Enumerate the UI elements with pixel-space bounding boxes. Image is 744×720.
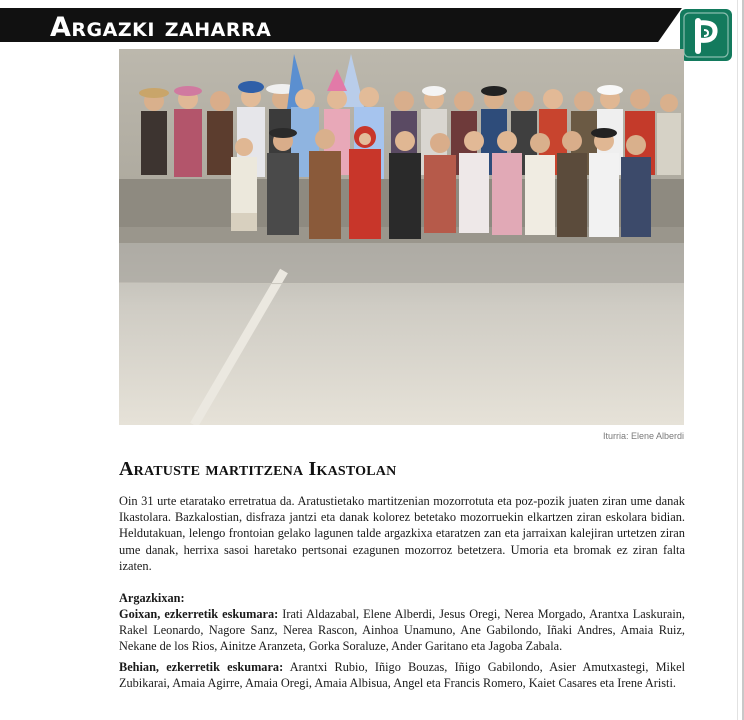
caption-top-names: Irati Aldazabal, Elene Alberdi, Jesus Oregi, Nerea Morgado, Arantxa Laskurain, Rakel Leonardo, Nagore Sanz, Nerea Rascon, Ainhoa Unamuno, Ane Gabilondo, Iñaki Andres, Amaia Ruiz, Nekane de los Rios, Ainitze Aranzeta, Gorka Soraluze, Ander Garitano eta Jagoba Zabala. [119,607,686,653]
magazine-logo [680,9,732,61]
page-edge-inner [737,0,738,720]
caption-top-row [119,606,685,654]
section-title: Argazki zaharra [50,12,272,42]
section-header-band [0,8,690,42]
caption-top-label: Goixan, ezkerretik eskumara: [119,607,279,621]
article-body: Oin 31 urte etaratako erretratua da. Aratustietako martitzenian mozorrotuta eta poz-pozik juaten ziran ume danak Ikastolara. Bazkalostian, disfraza jantzi eta danak kolorez betetako mozorruekin elkartzen ziran eskolara bidian. Heldutakuan, lelengo frontoian gelako lagunen talde argazkixa etaratzen zan eta jarraixan kalejiran urtetzen ziran ume danak, herrixa sasoi haretako pertsonai ezagunen mozorroz betetzera. Umoria eta bromak ez ziran falta izaten. [119,494,685,573]
article-headline: Aratuste martitzena Ikastolan [119,458,397,480]
caption-bottom-row [119,659,685,691]
logo-p-icon [680,9,732,61]
caption-bottom-names: Arantxi Rubio, Iñigo Bouzas, Iñigo Gabilondo, Asier Amutxastegi, Mikel Zubikarai, Amaia Agirre, Amaia Oregi, Amaia Albisua, Angel eta Francis Romero, Kaiet Casares eta Irene Aristi. [119,660,685,690]
caption-bottom-label: Behian, ezkerretik eskumara: [119,660,284,674]
photo-caption [119,590,685,696]
photo-credit: Iturria: Elene Alberdi [602,431,684,441]
archive-photo [119,49,684,425]
caption-heading: Argazkixan: [119,591,185,605]
